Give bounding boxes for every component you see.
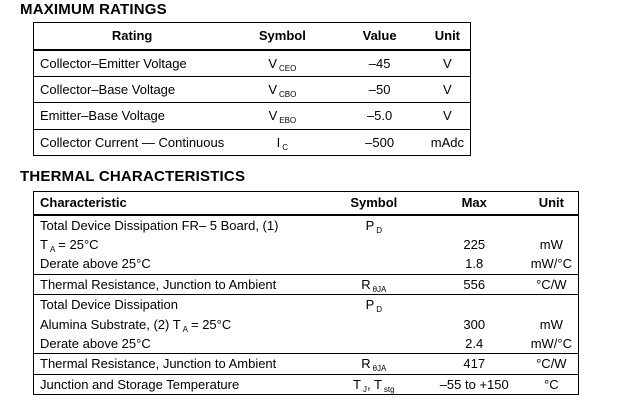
col-max-header: Max: [461, 195, 487, 211]
value-cell: –5.0: [334, 103, 424, 130]
col-value-header: Value: [362, 28, 397, 44]
symbol-cell: R $_{\theta JA}$: [324, 274, 424, 294]
rating-cell: Emitter–Base Voltage: [34, 103, 231, 130]
max-cell: 300: [463, 316, 486, 332]
table-row: [34, 235, 579, 254]
col-unit-header: Unit: [434, 28, 461, 44]
table-row: [34, 314, 579, 333]
max-cell: 417: [424, 354, 525, 374]
characteristic-cell: Thermal Resistance, Junction to Ambient: [34, 274, 324, 294]
symbol-cell: R $_{\theta JA}$: [324, 354, 424, 374]
characteristic-cell: Total Device Dissipation: [34, 295, 324, 315]
col-symbol-header: Symbol: [258, 28, 306, 44]
unit-cell: [525, 295, 579, 315]
symbol-cell: P $_D$: [365, 217, 383, 235]
max-cell: [424, 215, 525, 235]
table-row: [34, 334, 579, 354]
symbol-cell: [324, 334, 424, 354]
characteristic-cell: Thermal Resistance, Junction to Ambient: [34, 354, 324, 374]
table-row: [34, 254, 579, 274]
table-row: [34, 295, 579, 315]
max-ratings-table: [33, 22, 471, 156]
value-cell: –500: [334, 129, 424, 156]
symbol-cell: V $_{CEO}$: [230, 50, 334, 77]
unit-cell: °C/W: [525, 274, 579, 294]
table-row: [34, 76, 471, 103]
max-ratings-title: MAXIMUM RATINGS: [20, 1, 167, 18]
symbol-cell: I $_C$: [230, 129, 334, 156]
characteristic-cell: Junction and Storage Temperature: [34, 374, 324, 394]
symbol-cell: V $_{EBO}$: [230, 103, 334, 130]
value-cell: –45: [334, 50, 424, 77]
characteristic-cell: Total Device Dissipation FR– 5 Board, (1): [40, 217, 279, 233]
col-symbol-header: Symbol: [350, 195, 398, 211]
table-row: [34, 354, 579, 374]
unit-cell: °C: [525, 374, 579, 394]
characteristic-cell: Alumina Substrate, (2) T $_A$ = 25°C: [40, 316, 232, 334]
unit-cell: V: [425, 103, 471, 130]
max-cell: 225: [463, 237, 486, 253]
table-row: [34, 103, 471, 130]
rating-cell: Collector–Base Voltage: [34, 76, 231, 103]
characteristic-cell: Derate above 25°C: [40, 256, 151, 272]
symbol-cell: T $_J$, T $_{stg}$: [324, 374, 424, 394]
symbol-cell: [324, 235, 424, 254]
unit-cell: V: [425, 76, 471, 103]
table-row: [34, 274, 579, 294]
unit-cell: [525, 215, 579, 235]
table-row: [34, 215, 579, 235]
value-cell: –50: [334, 76, 424, 103]
unit-cell: V: [425, 50, 471, 77]
unit-cell: °C/W: [525, 354, 579, 374]
max-cell: [424, 295, 525, 315]
unit-cell: mW: [539, 316, 563, 332]
max-cell: 1.8: [465, 256, 484, 272]
max-cell: 556: [424, 274, 525, 294]
symbol-cell: V $_{CBO}$: [230, 76, 334, 103]
table-header-row: [34, 23, 471, 50]
col-rating-header: Rating: [111, 28, 153, 44]
symbol-cell: [324, 254, 424, 274]
unit-cell: mAdc: [425, 129, 471, 156]
thermal-title: THERMAL CHARACTERISTICS: [20, 168, 246, 185]
max-cell: 2.4: [465, 336, 484, 352]
table-row: [34, 129, 471, 156]
col-unit-header: Unit: [538, 195, 564, 211]
max-cell: –55 to +150: [424, 374, 525, 394]
characteristic-cell: Derate above 25°C: [40, 336, 151, 352]
table-header-row: [34, 192, 579, 215]
rating-cell: Collector Current — Continuous: [34, 129, 231, 156]
symbol-cell: [324, 314, 424, 333]
unit-cell: mW/°C: [530, 256, 572, 272]
characteristic-cell: T $_A$ = 25°C: [40, 237, 99, 255]
table-row: [34, 50, 471, 77]
rating-cell: Collector–Emitter Voltage: [34, 50, 231, 77]
table-row: [34, 374, 579, 394]
unit-cell: mW: [539, 237, 563, 253]
thermal-table: [33, 191, 579, 395]
col-characteristic-header: Characteristic: [40, 195, 127, 211]
symbol-cell: P $_D$: [324, 295, 424, 315]
unit-cell: mW/°C: [530, 336, 572, 352]
